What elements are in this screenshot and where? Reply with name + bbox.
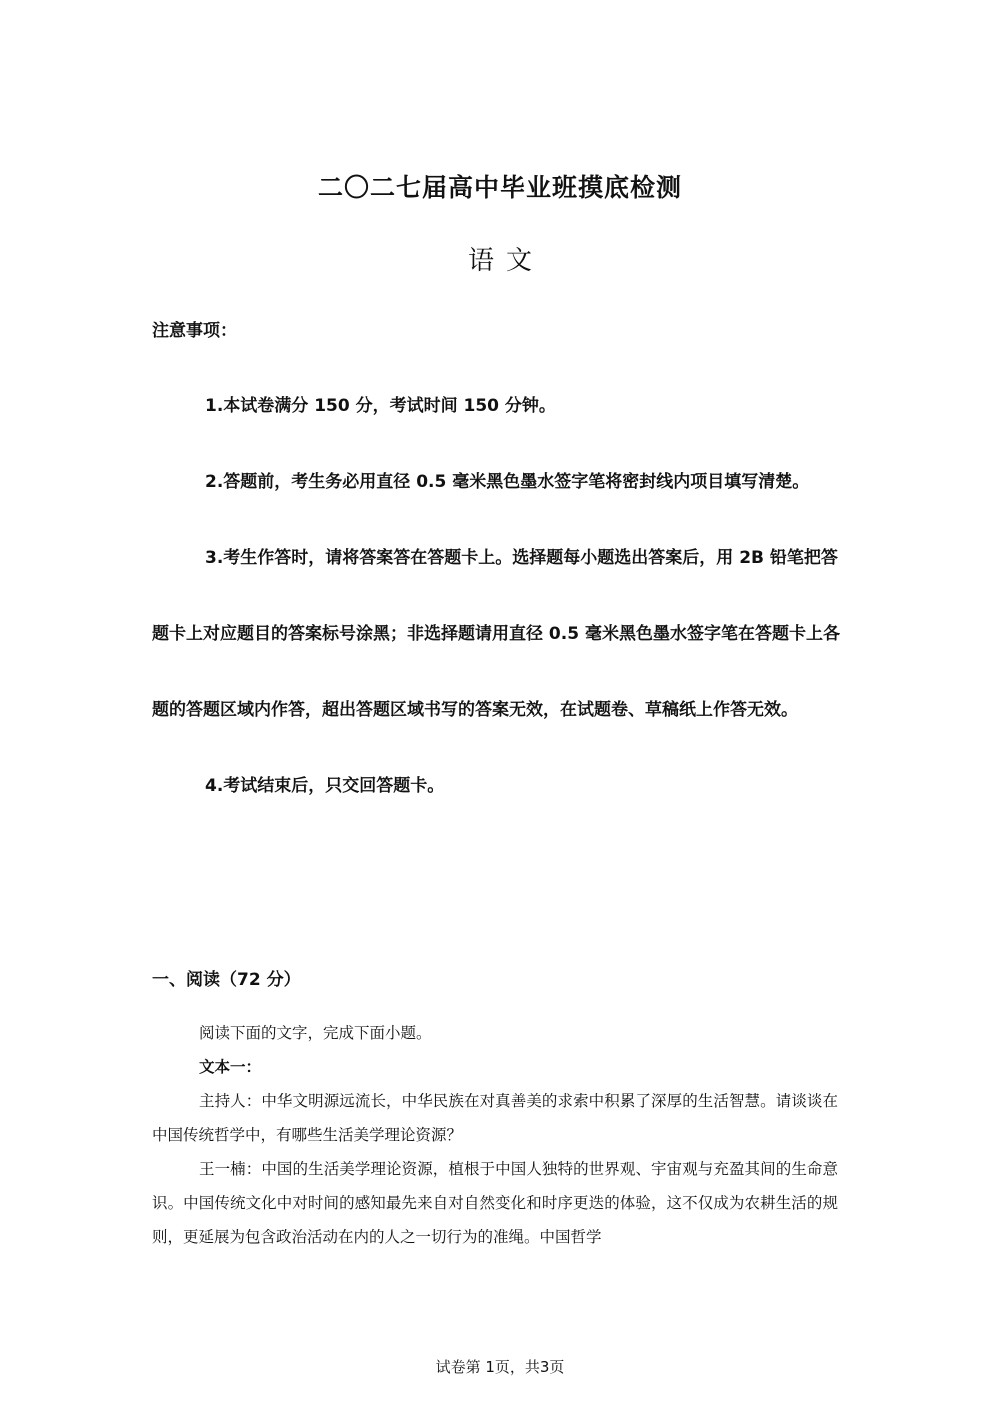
text-label: 文本一： [199,1058,262,1076]
notice-item: 3.考生作答时，请将答案答在答题卡上。选择题每小题选出答案后，用 2B 铅笔把答题卡上对应题目的答案标号涂黑；非选择题请用直径 0.5 毫米黑色墨水签字笔在答题卡上各题的答题区域内作答，超出答题区域书写的答案无效，在试题卷、草稿纸上作答无效。 [152,548,840,720]
reading-passage [152,1016,838,1254]
passage-paragraph: 王一楠：中国的生活美学理论资源，植根于中国人独特的世界观、宇宙观与充盈其间的生命意识。中国传统文化中对时间的感知最先来自对自然变化和时序更迭的体验，这不仅成为农耕生活的规则，更延展为包含政治活动在内的人之一切行为的准绳。中国哲学 [152,1160,838,1246]
exam-subject: 语文 [467,246,544,276]
notice-list [152,368,852,824]
notice-item: 1.本试卷满分 150 分，考试时间 150 分钟。 [205,396,556,416]
notice-heading: 注意事项： [152,321,237,341]
section-heading: 一、阅读（72 分） [152,970,301,990]
page-footer: 试卷第 1页，共3页 [435,1358,565,1376]
notice-item: 2.答题前，考生务必用直径 0.5 毫米黑色墨水签字笔将密封线内项目填写清楚。 [205,472,810,492]
exam-title: 二〇二七届高中毕业班摸底检测 [317,173,682,202]
passage-paragraph: 主持人：中华文明源远流长，中华民族在对真善美的求索中积累了深厚的生活智慧。请谈谈在中国传统哲学中，有哪些生活美学理论资源？ [152,1092,838,1144]
notice-item: 4.考试结束后，只交回答题卡。 [205,776,445,796]
reading-instruction: 阅读下面的文字，完成下面小题。 [199,1024,432,1042]
